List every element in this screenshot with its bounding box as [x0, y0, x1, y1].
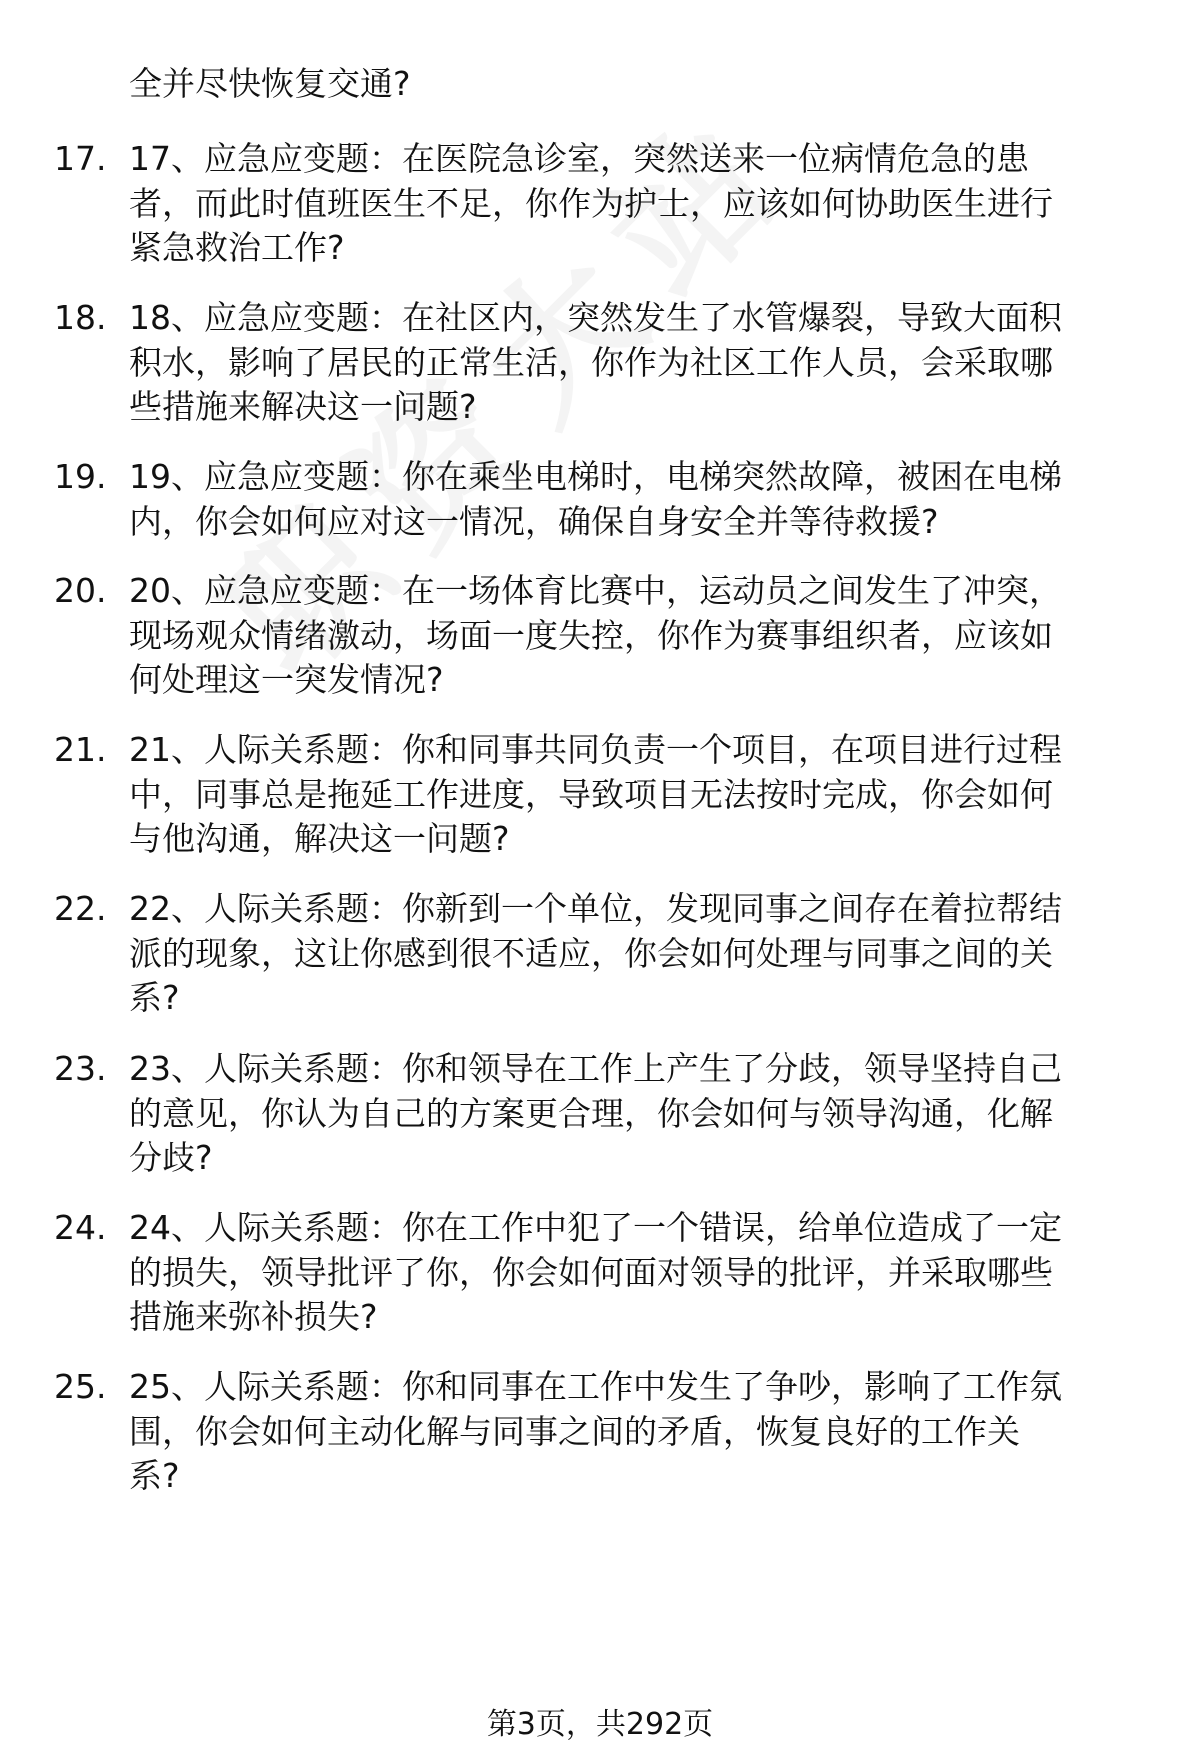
- list-item-number: 24.: [54, 1208, 107, 1247]
- list-item-text: 17、应急应变题：在医院急诊室，突然送来一位病情危急的患 者，而此时值班医生不足，你作为护士，应该如何协助医生进行 紧急救治工作?: [129, 139, 1053, 267]
- list-item-number: 23.: [54, 1049, 107, 1088]
- list-item-number: 20.: [54, 571, 107, 610]
- page-footer: 第3页，共292页: [486, 1707, 714, 1742]
- list-item-number: 18.: [54, 298, 107, 337]
- list-item-number: 19.: [54, 457, 107, 496]
- list-item-number: 21.: [54, 730, 107, 769]
- list-item-text: 21、人际关系题：你和同事共同负责一个项目，在项目进行过程 中，同事总是拖延工作进度，导致项目无法按时完成，你会如何 与他沟通，解决这一问题?: [129, 730, 1062, 858]
- list-item-text: 20、应急应变题：在一场体育比赛中，运动员之间发生了冲突， 现场观众情绪激动，场面一度失控，你作为赛事组织者，应该如 何处理这一突发情况?: [129, 571, 1062, 699]
- list-item-text: 22、人际关系题：你新到一个单位，发现同事之间存在着拉帮结 派的现象，这让你感到很不适应，你会如何处理与同事之间的关 系?: [129, 889, 1062, 1017]
- list-item-text: 25、人际关系题：你和同事在工作中发生了争吵，影响了工作氛 围，你会如何主动化解与同事之间的矛盾，恢复良好的工作关 系?: [129, 1367, 1062, 1495]
- list-item-number: 17.: [54, 139, 107, 178]
- list-item-number: 25.: [54, 1367, 107, 1406]
- list-item-number: 22.: [54, 889, 107, 928]
- list-item-text: 23、人际关系题：你和领导在工作上产生了分歧，领导坚持自己 的意见，你认为自己的方案更合理，你会如何与领导沟通，化解 分歧?: [129, 1049, 1062, 1177]
- list-item-text: 24、人际关系题：你在工作中犯了一个错误，给单位造成了一定 的损失，领导批评了你，你会如何面对领导的批评，并采取哪些 措施来弥补损失?: [129, 1208, 1062, 1336]
- list-item-text: 18、应急应变题：在社区内，突然发生了水管爆裂，导致大面积 积水，影响了居民的正常生活，你作为社区工作人员，会采取哪 些措施来解决这一问题?: [129, 298, 1062, 426]
- continued-question-line: 全并尽快恢复交通?: [129, 64, 411, 103]
- list-item-text: 19、应急应变题：你在乘坐电梯时，电梯突然故障，被困在电梯 内，你会如何应对这一情况，确保自身安全并等待救援?: [129, 457, 1062, 541]
